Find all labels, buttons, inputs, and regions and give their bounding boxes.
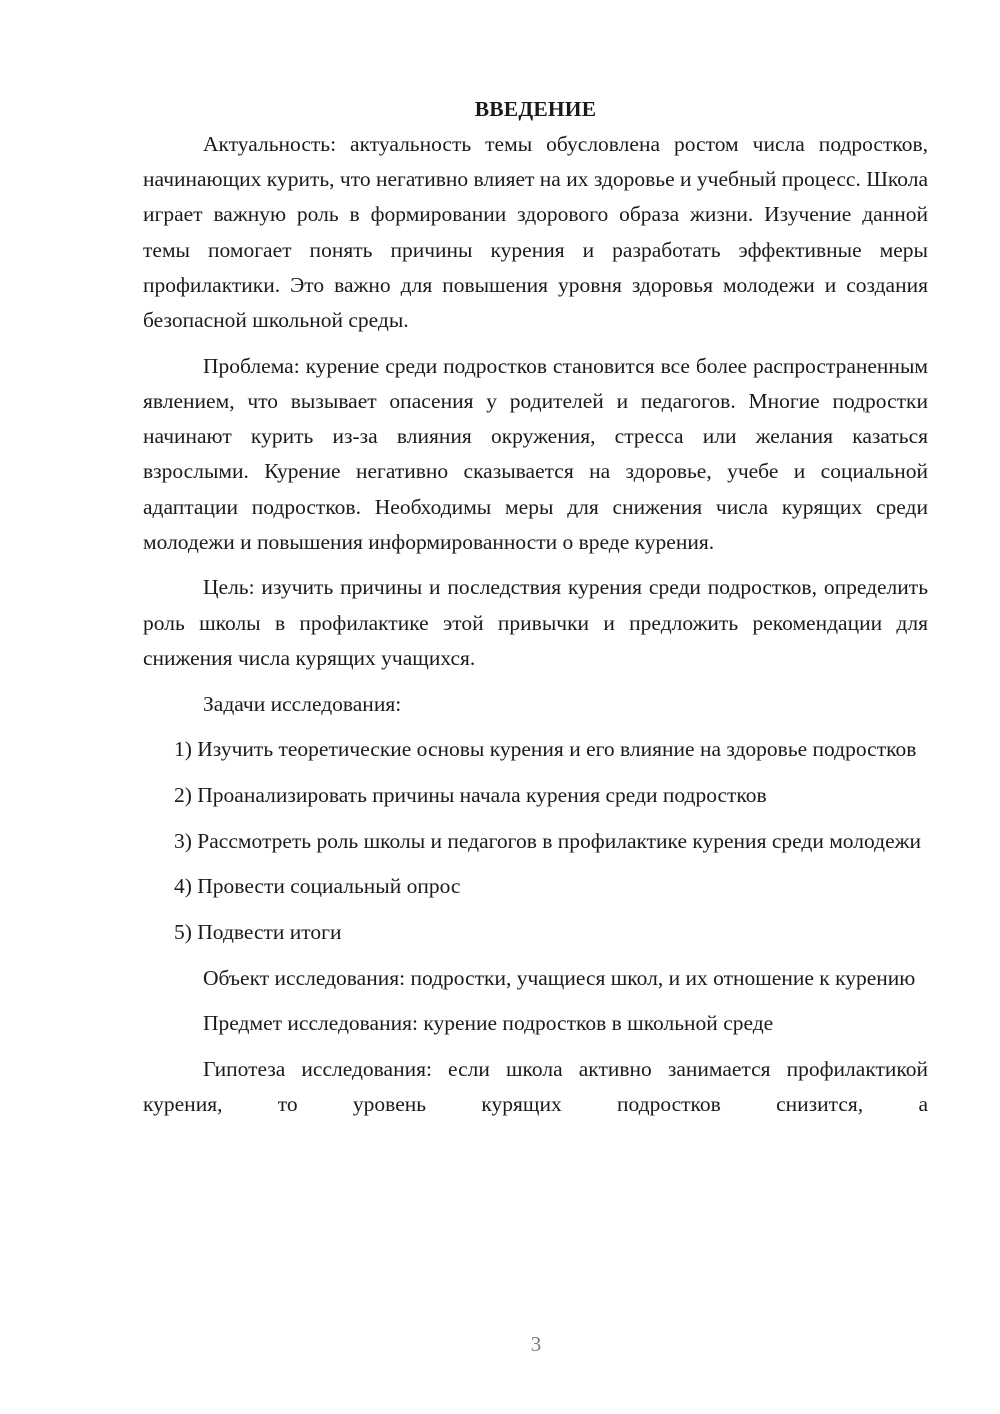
paragraph-problem: Проблема: курение среди подростков становится все более распространенным явлением, что вызывает опасения у родителей и педагогов. Многие подростки начинают курить из-за влияния окружения, стресса или желания казаться взрослыми. Курение негативно сказывается на здоровье, учебе и социальной адаптации подростков. Необходимы меры для снижения числа курящих среди молодежи и повышения информированности о вреде курения. <box>143 353 928 554</box>
page-title: ВВЕДЕНИЕ <box>474 97 597 121</box>
page-number: 3 <box>530 1332 542 1356</box>
task-item-1: 1) Изучить теоретические основы курения и его влияние на здоровье подростков <box>174 737 917 762</box>
paragraph-hypothesis: Гипотеза исследования: если школа активно занимается профилактикой курения, то уровень курящих подростков снизится, а <box>143 1057 928 1117</box>
paragraph-object: Объект исследования: подростки, учащиеся школ, и их отношение к курению <box>203 965 916 990</box>
paragraph-goal: Цель: изучить причины и последствия курения среди подростков, определить роль школы в профилактике этой привычки и предложить рекомендации для снижения числа курящих учащихся. <box>143 575 928 670</box>
paragraph-subject: Предмет исследования: курение подростков в школьной среде <box>203 1011 774 1036</box>
task-item-4: 4) Провести социальный опрос <box>174 874 461 899</box>
page-body <box>143 92 928 1133</box>
paragraph-relevance: Актуальность: актуальность темы обусловлена ростом числа подростков, начинающих курить, что негативно влияет на их здоровье и учебный процесс. Школа играет важную роль в формировании здорового образа жизни. Изучение данной темы помогает понять причины курения и разработать эффективные меры профилактики. Это важно для повышения уровня здоровья молодежи и создания безопасной школьной среды. <box>143 132 928 333</box>
task-item-3: 3) Рассмотреть роль школы и педагогов в профилактике курения среди молодежи <box>174 828 921 853</box>
task-item-5: 5) Подвести итоги <box>174 920 342 945</box>
task-item-2: 2) Проанализировать причины начала курения среди подростков <box>174 782 767 807</box>
paragraph-tasks-heading: Задачи исследования: <box>203 691 402 716</box>
